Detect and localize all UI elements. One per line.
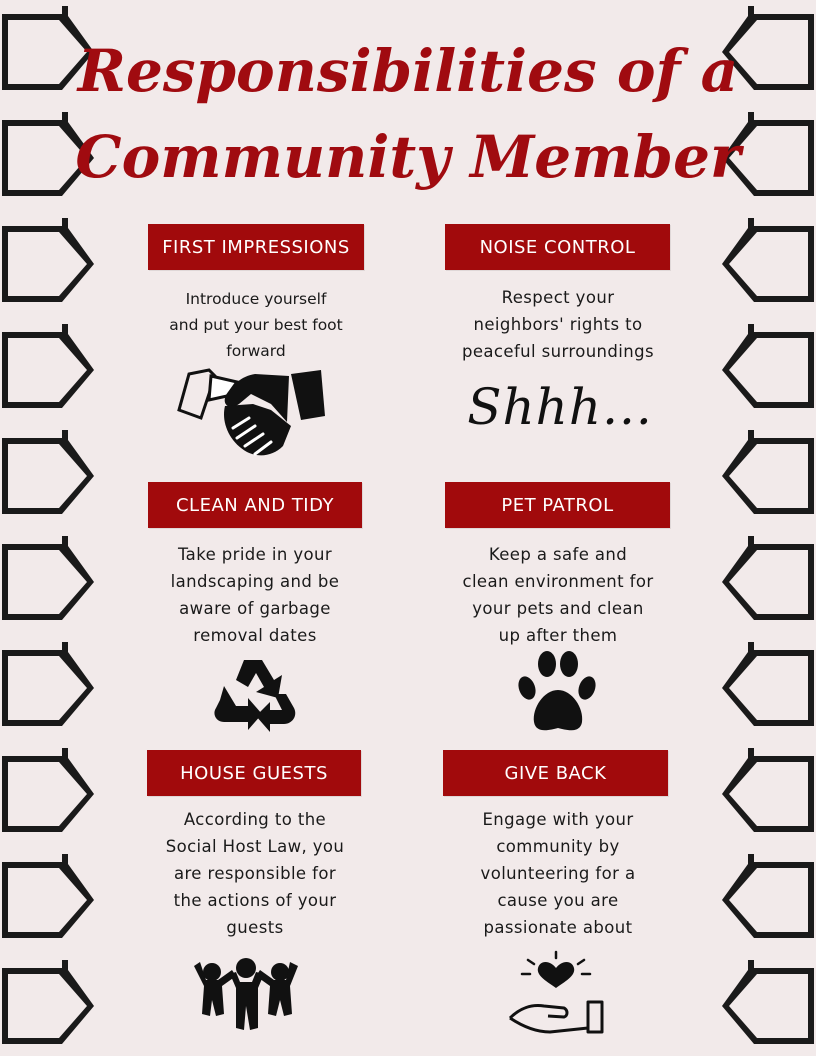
desc-line: Social Host Law, you — [165, 837, 345, 856]
desc-line: aware of garbage — [179, 599, 331, 618]
desc-line: volunteering for a — [480, 864, 636, 883]
heading-give-back: GIVE BACK — [443, 750, 668, 796]
desc-pet-patrol — [440, 541, 676, 649]
desc-line: Respect your — [501, 288, 615, 307]
desc-line: Introduce yourself — [185, 290, 327, 308]
desc-line: peaceful surroundings — [461, 342, 655, 361]
heart-in-hand-icon — [506, 950, 606, 1040]
house-outline-icon — [722, 218, 814, 302]
desc-give-back — [440, 806, 676, 941]
heading-pet-patrol: PET PATROL — [445, 482, 670, 528]
desc-line: According to the — [183, 810, 327, 829]
house-outline-icon — [2, 642, 94, 726]
desc-line: clean environment for — [462, 572, 654, 591]
desc-line: forward — [226, 342, 286, 360]
desc-line: guests — [226, 918, 284, 937]
shhh-text: Shhh... — [467, 378, 653, 436]
desc-line: your pets and clean — [472, 599, 644, 618]
house-outline-icon — [722, 430, 814, 514]
desc-noise-control — [440, 284, 676, 365]
house-outline-icon — [722, 536, 814, 620]
heading-house-guests: HOUSE GUESTS — [147, 750, 361, 796]
house-outline-icon — [722, 854, 814, 938]
house-outline-icon — [2, 854, 94, 938]
page-title-line-2: Community Member — [75, 123, 741, 191]
house-outline-icon — [722, 324, 814, 408]
people-group-icon — [190, 958, 302, 1034]
desc-line: are responsible for — [173, 864, 337, 883]
house-outline-icon — [2, 430, 94, 514]
desc-line: and put your best foot — [169, 316, 343, 334]
house-outline-icon — [2, 748, 94, 832]
desc-line: up after them — [498, 626, 618, 645]
desc-line: passionate about — [483, 918, 633, 937]
heading-clean-and-tidy: CLEAN AND TIDY — [148, 482, 362, 528]
paw-print-icon — [516, 650, 598, 736]
desc-first-impressions — [148, 286, 364, 364]
house-outline-icon — [722, 748, 814, 832]
desc-line: Keep a safe and — [488, 545, 628, 564]
recycle-icon — [214, 654, 298, 734]
heading-noise-control: NOISE CONTROL — [445, 224, 670, 270]
house-outline-icon — [2, 536, 94, 620]
page-title-line-1: Responsibilities of a — [77, 37, 739, 105]
desc-clean-and-tidy — [140, 541, 370, 649]
handshake-icon — [175, 366, 327, 462]
house-outline-icon — [722, 642, 814, 726]
desc-line: neighbors' rights to — [473, 315, 643, 334]
desc-line: the actions of your — [173, 891, 337, 910]
desc-line: Take pride in your — [177, 545, 333, 564]
house-outline-icon — [722, 960, 814, 1044]
desc-line: removal dates — [193, 626, 317, 645]
desc-line: landscaping and be — [170, 572, 340, 591]
desc-house-guests — [140, 806, 370, 941]
desc-line: community by — [496, 837, 620, 856]
house-outline-icon — [2, 960, 94, 1044]
house-outline-icon — [2, 324, 94, 408]
desc-line: Engage with your — [482, 810, 634, 829]
house-outline-icon — [2, 218, 94, 302]
desc-line: cause you are — [497, 891, 619, 910]
heading-first-impressions: FIRST IMPRESSIONS — [148, 224, 364, 270]
